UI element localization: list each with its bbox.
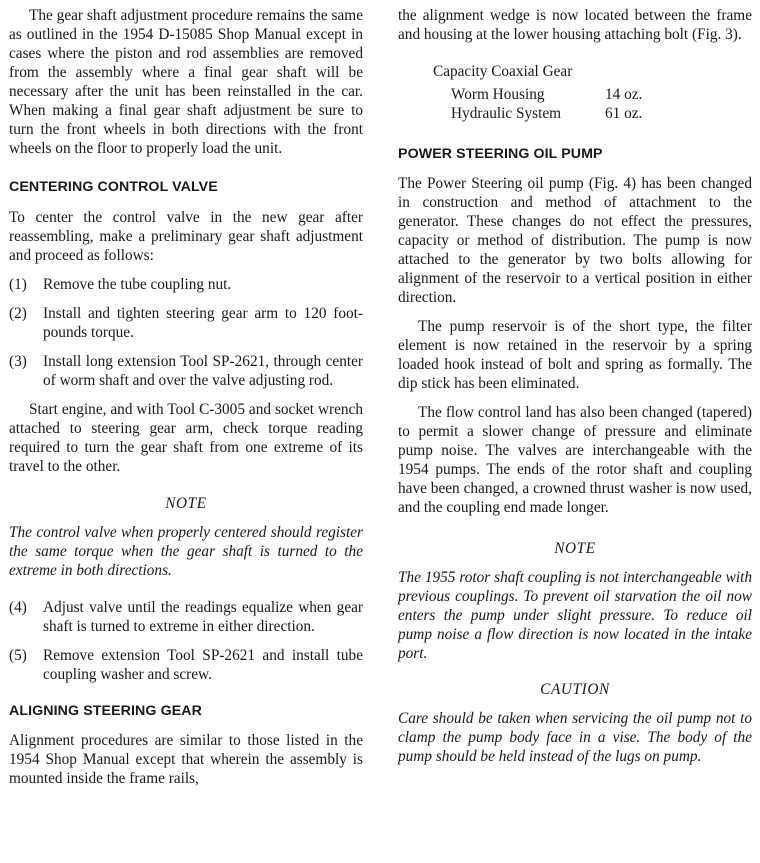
centering-intro-paragraph: To center the control valve in the new gear after reassembling, make a preliminary gear shaft adjustment and proceed as follows: [9, 209, 363, 264]
left-column [9, 6, 363, 788]
power-steering-oil-pump-heading: POWER STEERING OIL PUMP [398, 146, 603, 162]
capacity-title: Capacity Coaxial Gear [433, 63, 573, 80]
step-number: (4) [9, 599, 27, 616]
capacity-row-worm-housing [398, 85, 752, 104]
capacity-label: Hydraulic System [451, 105, 562, 122]
note-text: The control valve when properly centered should register the same torque when the gear shaft is turned to the extreme in both directions. [9, 524, 363, 579]
step-text: Install long extension Tool SP-2621, through center of worm shaft and over the valve adjusting rod. [43, 353, 363, 389]
step-5 [9, 646, 363, 684]
centering-control-valve-heading: CENTERING CONTROL VALVE [9, 179, 218, 195]
capacity-row-hydraulic-system [398, 104, 752, 123]
right-column [398, 6, 752, 766]
pump-paragraph-2: The pump reservoir is of the short type, the filter element is now retained in the reservoir by a spring loaded hook instead of bolt and spring as formally. The dip stick has been eliminated. [398, 318, 752, 392]
note-title: NOTE [554, 540, 596, 557]
step-text: Adjust valve until the readings equalize when gear shaft is turned to extreme in either direction. [43, 599, 363, 635]
pump-paragraph-3: The flow control land has also been changed (tapered) to permit a slower change of pressure and eliminate pump noise. The valves are interchangeable with the 1954 pumps. The ends of the rotor shaft and coupling have been changed, a crowned thrust washer is now used, and the coupling end made longer. [398, 404, 752, 516]
step-3 [9, 352, 363, 390]
step-number: (2) [9, 305, 27, 322]
note-text: The 1955 rotor shaft coupling is not interchangeable with previous couplings. To prevent oil starvation the oil now enters the pump under slight pressure. To reduce oil pump noise a flow direction is now located in the intake port. [398, 569, 752, 662]
step-number: (3) [9, 353, 27, 370]
step-number: (1) [9, 276, 27, 293]
step-1 [9, 275, 363, 294]
continued-paragraph: the alignment wedge is now located between the frame and housing at the lower housing attaching bolt (Fig. 3). [398, 7, 752, 43]
step-number: (5) [9, 647, 27, 664]
intro-paragraph: The gear shaft adjustment procedure remains the same as outlined in the 1954 D-15085 Shop Manual except in cases where the piston and rod assemblies are removed from the assembly where a final gear shaft will be necessary after the unit has been reinstalled in the car. When making a final gear shaft adjustment be sure to turn the front wheels in both directions with the front wheels on the floor to properly load the unit. [9, 7, 363, 157]
capacity-label: Worm Housing [451, 86, 545, 103]
start-engine-paragraph: Start engine, and with Tool C-3005 and socket wrench attached to steering gear arm, check torque reading required to turn the gear shaft from one extreme of its travel to the other. [9, 401, 363, 475]
capacity-value: 61 oz. [605, 105, 643, 122]
aligning-steering-gear-heading: ALIGNING STEERING GEAR [9, 703, 202, 719]
step-text: Install and tighten steering gear arm to 120 foot-pounds torque. [43, 305, 363, 341]
step-4 [9, 598, 363, 636]
step-text: Remove extension Tool SP-2621 and install tube coupling washer and screw. [43, 647, 363, 683]
pump-paragraph-1: The Power Steering oil pump (Fig. 4) has been changed in construction and method of attachment to the generator. These changes do not effect the pressures, capacity or method of distribution. The pump is now attached to the generator by two bolts allowing for alignment of the reservoir to a vertical position in either direction. [398, 175, 752, 306]
aligning-paragraph: Alignment procedures are similar to those listed in the 1954 Shop Manual except that wherein the assembly is mounted inside the frame rails, [9, 732, 363, 787]
step-text: Remove the tube coupling nut. [43, 276, 232, 293]
caution-text: Care should be taken when servicing the oil pump not to clamp the pump body face in a vise. The body of the pump should be held instead of the lugs on pump. [398, 710, 752, 765]
caution-title: CAUTION [540, 681, 610, 698]
step-2 [9, 304, 363, 342]
capacity-value: 14 oz. [605, 86, 643, 103]
note-title: NOTE [165, 495, 207, 512]
